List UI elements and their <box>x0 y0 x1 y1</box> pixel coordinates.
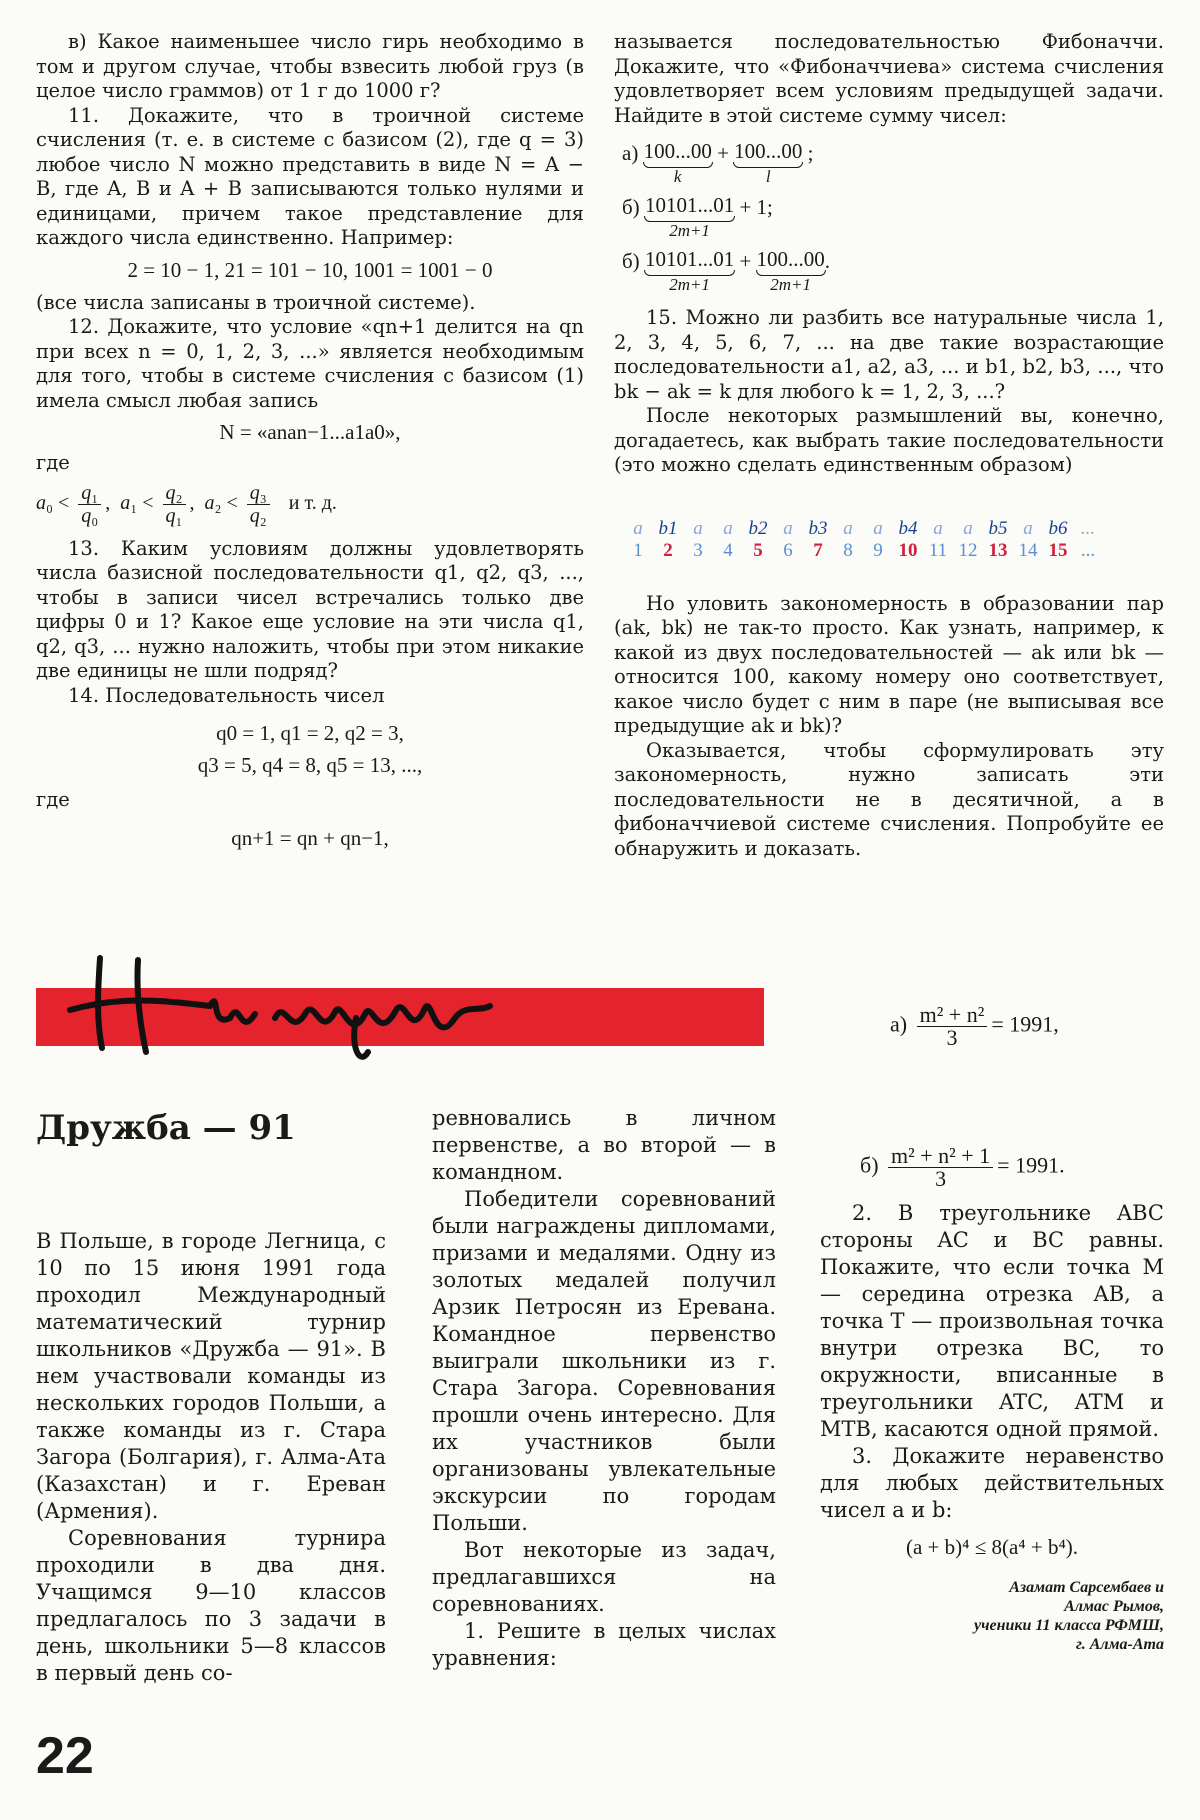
formula: q0 = 1, q1 = 2, q2 = 3, <box>216 721 404 745</box>
sequence-cell <box>1018 518 1038 562</box>
sequence-cell <box>688 518 708 562</box>
article-column-2 <box>432 1105 776 1672</box>
sequence-cell <box>808 518 828 562</box>
sequence-number: 10 <box>898 539 918 561</box>
sum-b1: б) 10101...01 2m+1 + 1; <box>622 193 773 240</box>
sequence-cell <box>718 518 738 562</box>
sequence-label: b2 <box>748 517 768 539</box>
sequence-label: b6 <box>1048 517 1068 539</box>
sequence-label: a <box>843 517 853 539</box>
signature: Алмас Рымов, <box>1064 1598 1164 1615</box>
sequence-label: b4 <box>898 517 918 539</box>
paragraph: Победители соревнований были награждены дипломами, призами и медалями. Одну из золотых медалей получил Арзик Петросян из Еревана. Командное первенство выиграли школьники из г. Стара Загора. Соревнования прошли очень интересно. Для их участников были организованы увлекательные экскурсии по городам Польши. <box>432 1187 776 1535</box>
sequence-label: a <box>1023 517 1033 539</box>
sequence-number: 3 <box>693 539 703 561</box>
paragraph: Но уловить закономерность в образовании пар (ak, bk) не так-то просто. Как узнать, например, к какой из двух последовательностей — ak или bk — относится 100, какому номеру оно соответствует, какое число будет с ним в паре (не выписывая все предыдущие ak и bk)? <box>614 591 1164 737</box>
paragraph: В Польше, в городе Легница, с 10 по 15 июня 1991 года проходил Международный математический турнир школьников «Дружба — 91». В нем участвовали команды из нескольких городов Польши, а также команды из г. Стара Загора (Болгария), г. Алма-Ата (Казахстан) и г. Ереван (Армения). <box>36 1229 386 1523</box>
sequence-number: 13 <box>988 539 1008 561</box>
sequence-label: a <box>693 517 703 539</box>
paragraph: Вот некоторые из задач, предлагавшихся на соревнованиях. <box>432 1538 776 1616</box>
article-column-3 <box>820 1004 1164 1654</box>
inequality-chain: a₀ < $\frac{\text{q₁}}{\text{q₀}}$ , a₁ < $\frac{\text{q₂}}{\text{q₁}}$ , a₂ < $\frac{\text{q₃}}{\text{q₂}}$ и т. д. <box>36 481 337 527</box>
problem-3: 3. Докажите неравенство для любых действительных чисел a и b: <box>820 1444 1164 1522</box>
problem-1: 1. Решите в целых числах уравнения: <box>432 1619 776 1670</box>
sequence-label: b3 <box>808 517 828 539</box>
formula: qn+1 = qn + qn−1, <box>231 825 389 850</box>
paragraph: ревновались в личном первенстве, а во второй — в командном. <box>432 1106 776 1184</box>
sequence-cell <box>1078 518 1098 562</box>
sum-a: а) 100...00 k + 100...00 l ; <box>622 139 814 186</box>
problem-13: 13. Каким условиям должны удовлетворять числа базисной последовательности q1, q2, q3, ..., чтобы в записи чисел встречались только две цифры 0 и 1? Какое еще условие на эти числа q1, q2, q3, ... нужно наложить, чтобы при этом никакие две единицы не шли подряд? <box>36 536 584 682</box>
paragraph: После некоторых размышлений вы, конечно, догадаетесь, как выбрать такие последовательности (это можно сделать единственным образом) <box>614 404 1164 476</box>
sequence-cell <box>1048 518 1068 562</box>
paragraph: Соревнования турнира проходили в два дня. Учащимся 9—10 классов предлагалось по 3 задачи в день, школьники 5—8 классов в первый день со- <box>36 1526 386 1685</box>
sequence-cell <box>748 518 768 562</box>
equation-b: б) $\frac{\text{m² + n² + 1}}{3}$ = 1991. <box>860 1143 1065 1191</box>
problem-11: 11. Докажите, что в троичной системе счисления (т. е. в системе с базисом (2), где q = 3) любое число N можно представить в виде N = A − B, где A, B и A + B записываются только нулями и единицами, причем такое представление для каждого числа единственно. Например: <box>36 103 584 249</box>
sequence-label: b1 <box>658 517 678 539</box>
sequence-label: a <box>783 517 793 539</box>
sequence-label: a <box>633 517 643 539</box>
formula: N = «anan−1...a1a0», <box>219 420 401 444</box>
sequence-cell <box>778 518 798 562</box>
sequence-cell <box>658 518 678 562</box>
sequence-number: 2 <box>663 539 673 561</box>
signature: ученики 11 класса РФМШ, <box>973 1617 1164 1634</box>
where-label: где <box>36 451 70 474</box>
where-label: где <box>36 788 70 811</box>
problem-2: 2. В треугольнике ABC стороны AC и BC равны. Покажите, что если точка M — середина отрезка AB, а точка T — произвольная точка внутри отрезка BC, то окружности, вписанные в треугольники ATC, ATM и MTB, касаются одной прямой. <box>820 1201 1164 1441</box>
paragraph: называется последовательностью Фибоначчи. Докажите, что «Фибоначчиева» система счисления удовлетворяет всем условиям предыдущей задачи. Найдите в этой системе сумму чисел: <box>614 30 1164 127</box>
problem-15: 15. Можно ли разбить все натуральные числа 1, 2, 3, 4, 5, 6, 7, ... на две такие возрастающие последовательности a1, a2, a3, ... и b1, b2, b3, ..., что bk − ak = k для любого k = 1, 2, 3, ...? <box>614 306 1164 403</box>
sequence-number: 8 <box>843 539 853 561</box>
sequence-cell <box>868 518 888 562</box>
paragraph: Оказывается, чтобы сформулировать эту закономерность, нужно записать эти последовательности не в десятичной, а в фибоначчиевой системе счисления. Попробуйте ее обнаружить и доказать. <box>614 738 1164 860</box>
sequence-table <box>628 518 1164 562</box>
page-number: 22 <box>36 1727 94 1785</box>
sequence-label: b5 <box>988 517 1008 539</box>
sequence-number: 14 <box>1018 539 1038 561</box>
sequence-label: a <box>873 517 883 539</box>
formula: q3 = 5, q4 = 8, q5 = 13, ..., <box>197 753 423 777</box>
article-column-1 <box>36 1108 386 1687</box>
sequence-number: 7 <box>813 539 823 561</box>
sequence-cell <box>958 518 978 562</box>
sequence-number: 1 <box>633 539 643 561</box>
paragraph: в) Какое наименьшее число гирь необходимо в том и другом случае, чтобы взвесить любой груз (в целое число граммов) от 1 г до 1000 г? <box>36 30 584 102</box>
etc-label: и т. д. <box>288 491 337 514</box>
sequence-label: ... <box>1080 517 1096 539</box>
sequence-number: ... <box>1080 539 1096 561</box>
problem-12: 12. Докажите, что условие «qn+1 делится на qn при всех n = 0, 1, 2, 3, ...» является необходимым для того, чтобы в системе счисления с базисом (1) имела смысл любая запись <box>36 315 584 412</box>
signature: г. Алма-Ата <box>1076 1636 1164 1653</box>
sequence-cell <box>928 518 948 562</box>
left-top-column <box>36 30 584 863</box>
article-title: Дружба — 91 <box>36 1108 296 1148</box>
right-top-column <box>614 30 1164 861</box>
sequence-cell <box>628 518 648 562</box>
handwritten-title <box>60 948 500 1068</box>
paragraph: (все числа записаны в троичной системе). <box>36 290 476 314</box>
signature: Азамат Сарсембаев и <box>1009 1579 1164 1596</box>
sequence-cell <box>838 518 858 562</box>
sequence-number: 6 <box>783 539 793 561</box>
problem-14: 14. Последовательность чисел <box>68 683 385 707</box>
sequence-number: 11 <box>928 539 948 561</box>
sequence-cell <box>898 518 918 562</box>
sequence-number: 12 <box>958 539 978 561</box>
sequence-cell <box>988 518 1008 562</box>
sequence-label: a <box>723 517 733 539</box>
sum-b2: б) 10101...01 2m+1 + 100...00 2m+1 . <box>622 247 831 294</box>
formula: 2 = 10 − 1, 21 = 101 − 10, 1001 = 1001 − 0 <box>127 257 493 282</box>
sequence-number: 9 <box>873 539 883 561</box>
sequence-label: a <box>933 517 943 539</box>
sequence-number: 5 <box>753 539 763 561</box>
inequality: (a + b)⁴ ≤ 8(a⁴ + b⁴). <box>905 1535 1079 1559</box>
sequence-number: 4 <box>723 539 733 561</box>
equation-a: а) $\frac{\text{m² + n²}}{3}$ = 1991, <box>890 1002 1059 1050</box>
sequence-number: 15 <box>1048 539 1068 561</box>
sequence-label: a <box>963 517 973 539</box>
